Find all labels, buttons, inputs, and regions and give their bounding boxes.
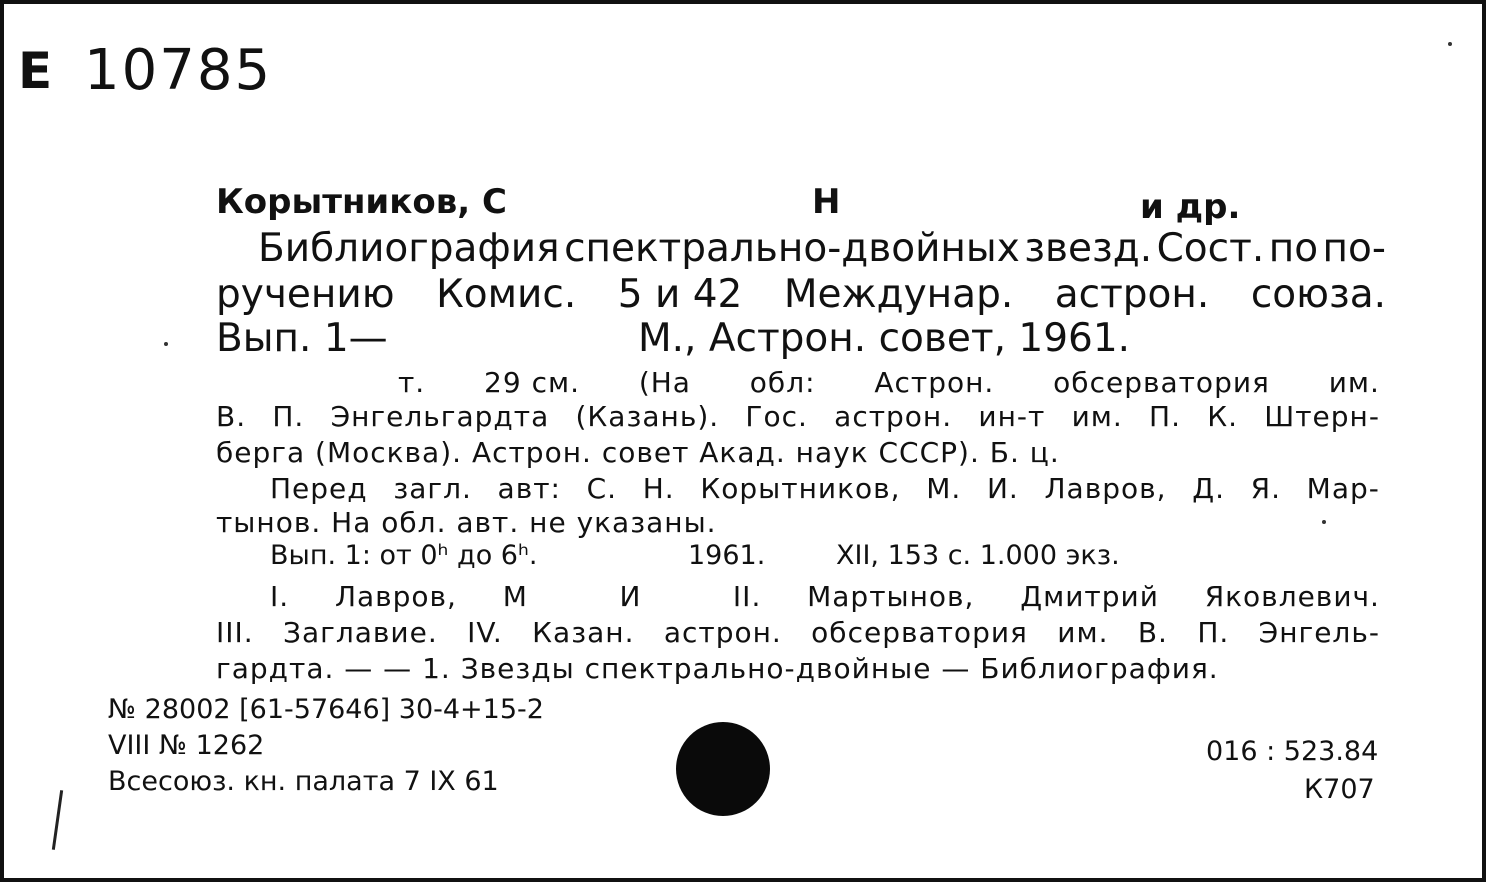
word: II. bbox=[732, 580, 762, 613]
card-letter: E bbox=[18, 42, 53, 100]
word: 5 и 42 bbox=[617, 272, 743, 317]
word: обсерватория bbox=[1053, 366, 1270, 399]
word: Междунар. bbox=[783, 272, 1014, 317]
word: Лавров, bbox=[334, 580, 457, 613]
word: Лавров, bbox=[1044, 472, 1167, 505]
word: Комис. bbox=[436, 272, 577, 317]
word: астрон. bbox=[663, 616, 782, 649]
word: Казан. bbox=[532, 616, 635, 649]
word: т. bbox=[398, 366, 426, 399]
word: М bbox=[502, 580, 528, 613]
word: союза. bbox=[1250, 272, 1386, 317]
word: ручению bbox=[216, 272, 395, 317]
word: III. bbox=[216, 616, 254, 649]
registration-number: № 28002 [61-57646] 30-4+15-2 bbox=[108, 694, 544, 725]
stray-dot bbox=[164, 342, 168, 346]
word: Штерн- bbox=[1264, 400, 1380, 433]
word: Гос. bbox=[745, 400, 808, 433]
note-line-2: тынов. На обл. авт. не указаны. bbox=[216, 506, 717, 539]
word: Библиография bbox=[258, 226, 560, 271]
word: Дмитрий bbox=[1020, 580, 1159, 613]
word: по- bbox=[1322, 226, 1386, 271]
udc-code: 016 : 523.84 bbox=[1206, 736, 1379, 767]
word: им. bbox=[1071, 400, 1123, 433]
tracings-line-1 bbox=[270, 580, 1380, 613]
word: 29 см. bbox=[484, 366, 580, 399]
word: астрон. bbox=[834, 400, 953, 433]
word: им. bbox=[1328, 366, 1380, 399]
title-line-1 bbox=[258, 226, 1386, 271]
word: ин-т bbox=[978, 400, 1046, 433]
stray-dot bbox=[1448, 42, 1452, 46]
word: М. bbox=[926, 472, 962, 505]
word: В. bbox=[1137, 616, 1168, 649]
word: авт: bbox=[497, 472, 561, 505]
volume-number: VIII № 1262 bbox=[108, 730, 265, 761]
description-line-2 bbox=[216, 400, 1380, 433]
word: Д. bbox=[1192, 472, 1225, 505]
word: Н. bbox=[642, 472, 675, 505]
tracings-line-3: гардта. — — 1. Звезды спектрально-двойные — Библиография. bbox=[216, 652, 1219, 685]
author-surname: Корытников, С bbox=[216, 182, 507, 222]
word: П. bbox=[1149, 400, 1182, 433]
volume-year: 1961. bbox=[688, 540, 766, 571]
word: П. bbox=[272, 400, 305, 433]
author-others: и др. bbox=[1140, 187, 1241, 227]
word: (На bbox=[638, 366, 691, 399]
word: Сост. bbox=[1156, 226, 1265, 271]
word: Мар- bbox=[1306, 472, 1380, 505]
book-chamber: Всесоюз. кн. палата 7 IX 61 bbox=[108, 766, 499, 797]
word: IV. bbox=[467, 616, 503, 649]
punch-hole bbox=[676, 722, 770, 816]
word: В. bbox=[216, 400, 247, 433]
word: Энгельгардта bbox=[330, 400, 550, 433]
word: астрон. bbox=[1054, 272, 1210, 317]
word: Заглавие. bbox=[283, 616, 438, 649]
word: спектрально-двойных bbox=[564, 226, 1020, 271]
word: Энгель- bbox=[1258, 616, 1380, 649]
author-middle-initial: Н bbox=[812, 182, 841, 222]
word: Я. bbox=[1250, 472, 1281, 505]
card-number: 10785 bbox=[84, 38, 273, 103]
issue-part: Вып. 1— bbox=[216, 316, 388, 361]
word: им. bbox=[1057, 616, 1109, 649]
word: обл: bbox=[749, 366, 816, 399]
word: К. bbox=[1207, 400, 1239, 433]
issue-publisher: М., Астрон. совет, 1961. bbox=[638, 316, 1131, 361]
word: звезд. bbox=[1024, 226, 1153, 271]
word: И bbox=[619, 580, 642, 613]
tracings-line-2 bbox=[216, 616, 1380, 649]
word: Астрон. bbox=[874, 366, 995, 399]
stray-dot bbox=[1322, 520, 1326, 524]
volume-pages: XII, 153 с. 1.000 экз. bbox=[836, 540, 1120, 571]
volume-part: Вып. 1: от 0ʰ до 6ʰ. bbox=[270, 540, 538, 571]
word: П. bbox=[1197, 616, 1230, 649]
word: по bbox=[1268, 226, 1319, 271]
word: I. bbox=[270, 580, 290, 613]
word: загл. bbox=[393, 472, 472, 505]
note-line-1 bbox=[270, 472, 1380, 505]
word: Мартынов, bbox=[807, 580, 975, 613]
word: обсерватория bbox=[811, 616, 1028, 649]
cutter-number: К707 bbox=[1304, 774, 1375, 805]
word: И. bbox=[986, 472, 1019, 505]
word: С. bbox=[586, 472, 618, 505]
description-line-1 bbox=[398, 366, 1380, 399]
word: Корытников, bbox=[700, 472, 901, 505]
word: Яковлевич. bbox=[1204, 580, 1380, 613]
word: Перед bbox=[270, 472, 368, 505]
description-line-3: берга (Москва). Астрон. совет Акад. наук СССР). Б. ц. bbox=[216, 436, 1060, 469]
word: (Казань). bbox=[575, 400, 720, 433]
title-line-2 bbox=[216, 272, 1386, 317]
